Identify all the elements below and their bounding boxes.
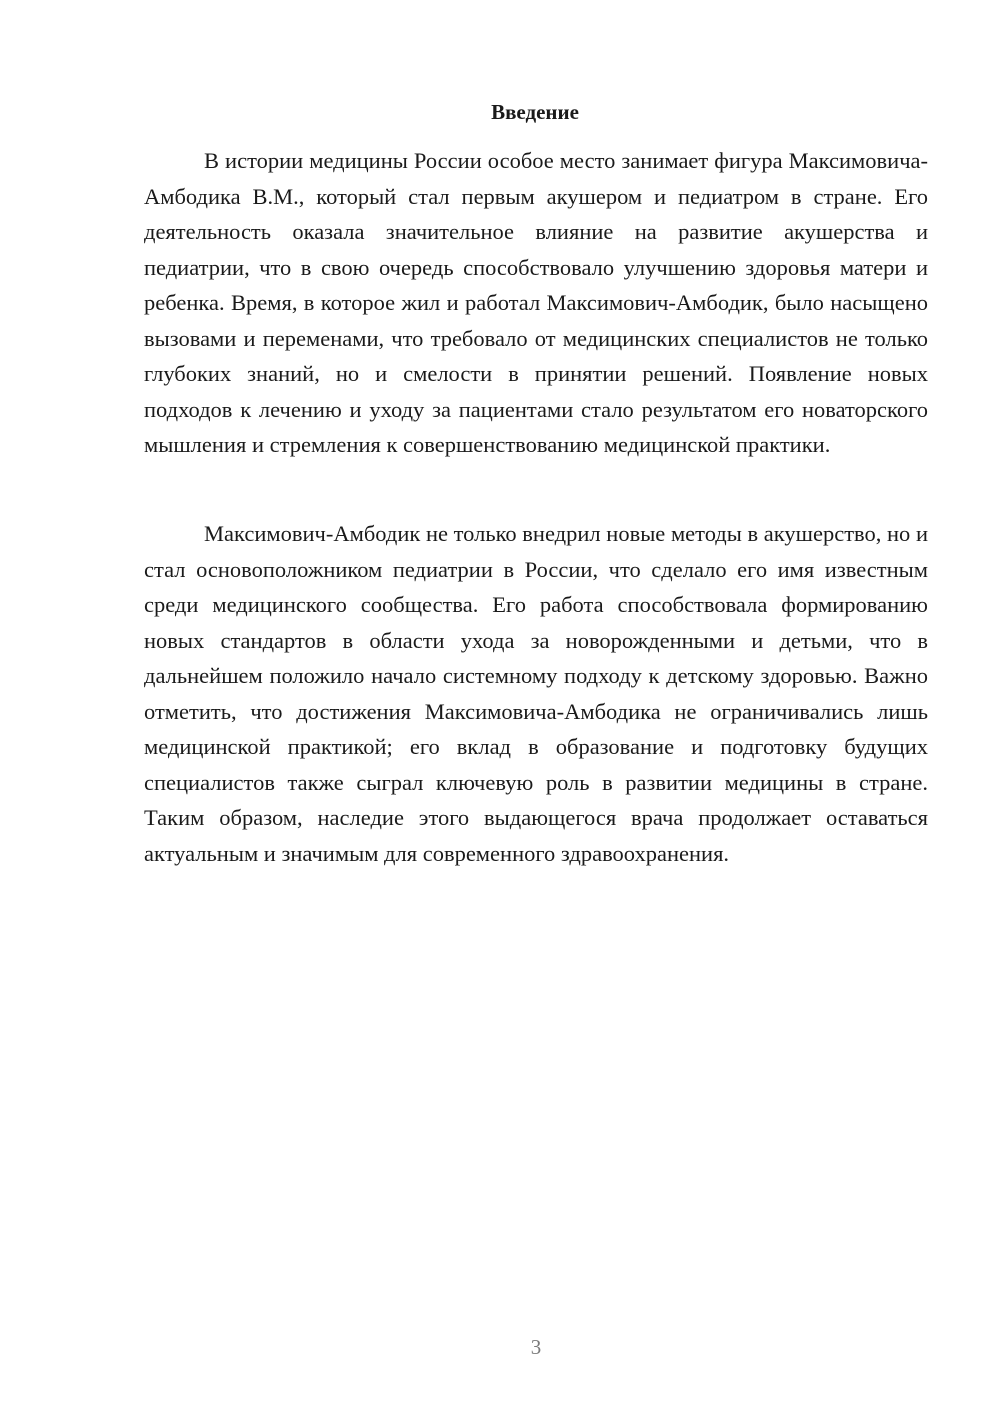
paragraph-2: Максимович-Амбодик не только внедрил новые методы в акушерство, но и стал основоположником педиатрии в России, что сделало его имя известным среди медицинского сообщества. Его работа способствовала формированию новых стандартов в области ухода за новорожденными и детьми, что в дальнейшем положило начало системному подходу к детскому здоровью. Важно отметить, что достижения Максимовича-Амбодика не ограничивались лишь медицинской практикой; его вклад в образование и подготовку будущих специалистов также сыграл ключевую роль в развитии медицины в стране. Таким образом, наследие этого выдающегося врача продолжает оставаться актуальным и значимым для современного здравоохранения. bbox=[144, 521, 928, 866]
paragraph-1: В истории медицины России особое место занимает фигура Максимовича-Амбодика В.М., который стал первым акушером и педиатром в стране. Его деятельность оказала значительное влияние на развитие акушерства и педиатрии, что в свою очередь способствовало улучшению здоровья матери и ребенка. Время, в которое жил и работал Максимович-Амбодик, было насыщено вызовами и переменами, что требовало от медицинских специалистов не только глубоких знаний, но и смелости в принятии решений. Появление новых подходов к лечению и уходу за пациентами стало результатом его новаторского мышления и стремления к совершенствованию медицинской практики. bbox=[144, 148, 928, 457]
page-number: 3 bbox=[530, 1335, 542, 1359]
section-heading: Введение bbox=[491, 100, 579, 124]
